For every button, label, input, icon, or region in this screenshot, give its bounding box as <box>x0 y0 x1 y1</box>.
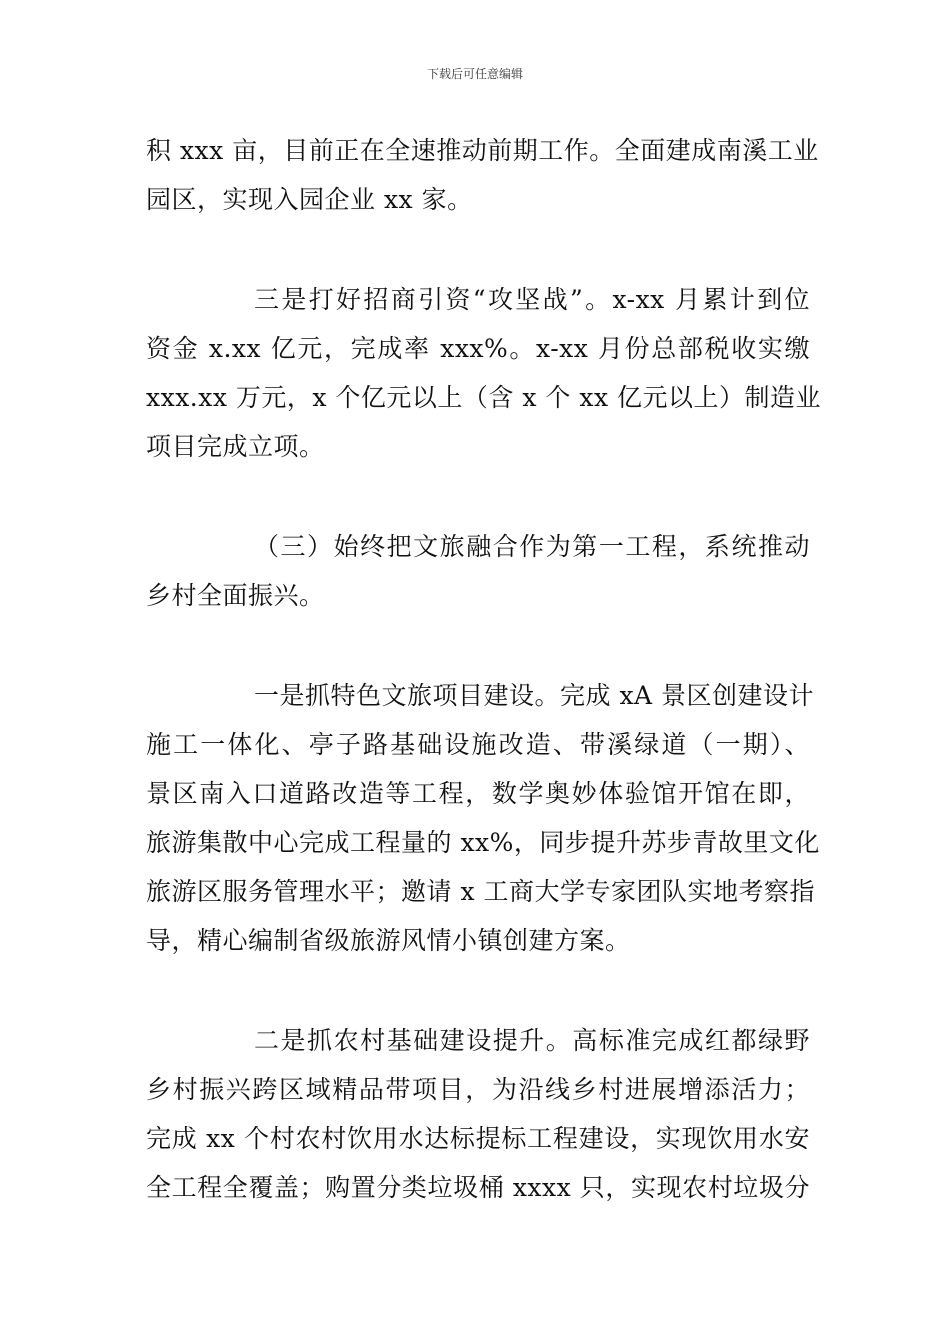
text-line: 乡村振兴跨区域精品带项目，为沿线乡村进展增添活力； <box>146 1075 810 1104</box>
paragraph-investment <box>146 275 822 471</box>
paragraph-spacer <box>146 620 810 671</box>
page-header: 下载后可任意编辑 <box>426 67 523 81</box>
text-line: 导，精心编制省级旅游风情小镇创建方案。 <box>146 926 631 955</box>
text-line: 一是抓特色文旅项目建设。完成 xA 景区创建设计 <box>254 681 815 710</box>
paragraph-industrial-park <box>146 126 819 224</box>
text-line: 完成 xx 个村农村饮用水达标提标工程建设，实现饮用水安 <box>146 1124 810 1153</box>
text-line: 园区，实现入园企业 xx 家。 <box>146 185 473 214</box>
text-line: 二是抓农村基础建设提升。高标准完成红都绿野 <box>254 1026 810 1055</box>
document-body <box>146 126 822 1212</box>
text-line: 项目完成立项。 <box>146 432 325 461</box>
text-line: 资金 x.xx 亿元，完成率 xxx%。x-xx 月份总部税收实缴 <box>146 334 810 363</box>
paragraph-rural-infrastructure <box>146 1016 810 1212</box>
text-line: 旅游集散中心完成工程量的 xx%，同步提升苏步青故里文化 <box>146 828 820 857</box>
text-line: 施工一体化、亭子路基础设施改造、带溪绿道（一期）、 <box>146 730 810 759</box>
paragraph-spacer <box>146 224 810 275</box>
paragraph-spacer <box>146 965 810 1016</box>
text-line: 三是打好招商引资“攻坚战”。x-xx 月累计到位 <box>254 285 810 314</box>
paragraph-spacer <box>146 471 810 522</box>
paragraph-tourism-projects <box>146 671 820 965</box>
text-line: 乡村全面振兴。 <box>146 581 325 610</box>
text-line: xxx.xx 万元，x 个亿元以上（含 x 个 xx 亿元以上）制造业 <box>146 383 822 412</box>
paragraph-heading-section-3 <box>146 522 810 620</box>
text-line: （三）始终把文旅融合作为第一工程，系统推动 <box>254 532 810 561</box>
text-line: 全工程全覆盖；购置分类垃圾桶 xxxx 只，实现农村垃圾分 <box>146 1173 810 1202</box>
text-line: 积 xxx 亩，目前正在全速推动前期工作。全面建成南溪工业 <box>146 136 819 165</box>
text-line: 旅游区服务管理水平；邀请 x 工商大学专家团队实地考察指 <box>146 877 815 906</box>
text-line: 景区南入口道路改造等工程，数学奥妙体验馆开馆在即， <box>146 779 810 808</box>
